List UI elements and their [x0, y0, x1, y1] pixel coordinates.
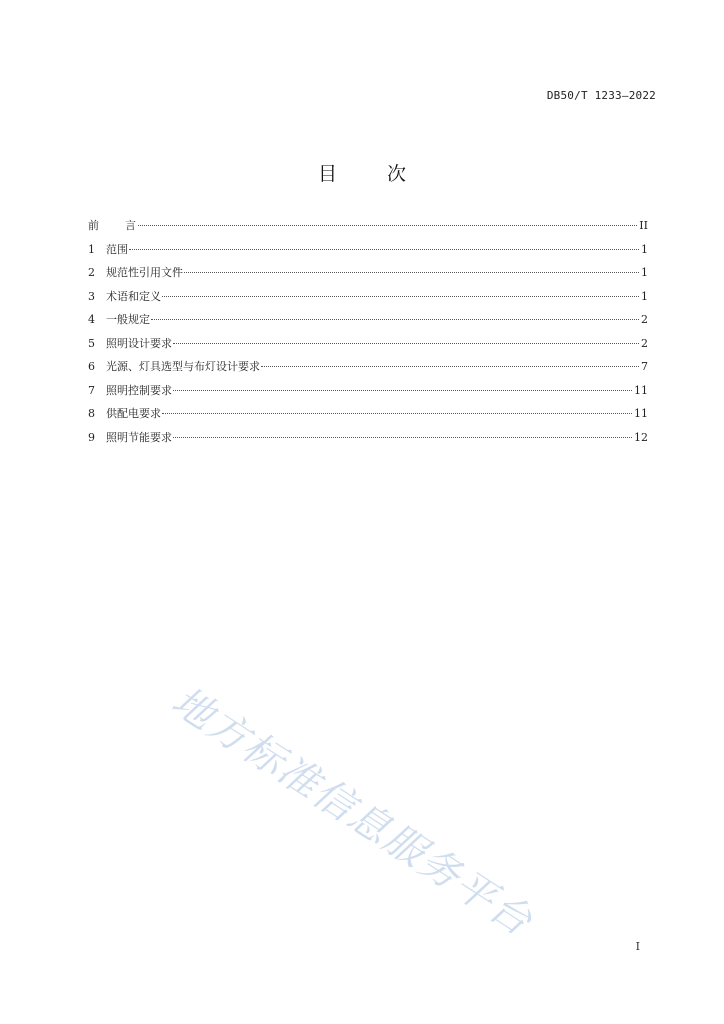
- dot-leader: [151, 319, 639, 320]
- toc-entry-title: 规范性引用文件: [106, 266, 183, 279]
- toc-entry-page: 2: [641, 336, 648, 350]
- toc-entry-title: 光源、灯具选型与布灯设计要求: [106, 360, 260, 373]
- toc-entry-title: 照明节能要求: [106, 430, 172, 444]
- toc-entry-number: 2: [88, 266, 95, 279]
- toc-entry[interactable]: [88, 406, 648, 430]
- toc-entry-page: 11: [634, 383, 648, 397]
- toc-entry-title: 供配电要求: [106, 407, 161, 420]
- toc-entry-page: 11: [634, 407, 648, 420]
- dot-leader: [162, 296, 639, 297]
- toc-entry-number: 9: [88, 430, 95, 444]
- foreword-char-2: 言: [125, 219, 136, 232]
- dot-leader: [184, 272, 639, 273]
- toc-entry-foreword[interactable]: [88, 218, 648, 242]
- toc-entry-title: 照明设计要求: [106, 336, 172, 350]
- toc-entry-number: 7: [88, 383, 95, 397]
- toc-entry-page: 2: [641, 313, 648, 326]
- toc-title: 目 次: [317, 163, 429, 185]
- toc-entry-page: 12: [634, 430, 648, 444]
- dot-leader: [173, 437, 632, 438]
- toc-entry-page: 1: [641, 266, 648, 279]
- toc-entry-title: 范围: [106, 242, 128, 256]
- dot-leader: [261, 366, 639, 367]
- watermark: 地方标准信息服务平台: [163, 678, 541, 946]
- toc-entry-number: 3: [88, 289, 95, 303]
- toc-entry[interactable]: [88, 242, 648, 266]
- dot-leader: [129, 249, 639, 250]
- toc-entry[interactable]: [88, 336, 648, 360]
- page-number: I: [635, 940, 640, 953]
- standard-code: DB50/T 1233—2022: [546, 89, 656, 102]
- toc-entry-number: 4: [88, 313, 95, 326]
- dot-leader: [162, 413, 632, 414]
- table-of-contents: [88, 218, 648, 453]
- toc-entry-title: [88, 218, 137, 234]
- toc-entry[interactable]: [88, 265, 648, 289]
- toc-entry-number: 8: [88, 407, 95, 420]
- toc-entry-number: 1: [88, 242, 95, 256]
- toc-entry[interactable]: [88, 383, 648, 407]
- foreword-char-1: 前: [88, 219, 99, 232]
- toc-entry-number: 5: [88, 336, 95, 350]
- toc-entry[interactable]: [88, 312, 648, 336]
- dot-leader: [173, 343, 639, 344]
- toc-entry-page: 1: [641, 242, 648, 256]
- toc-entry-page: II: [639, 219, 648, 232]
- toc-entry[interactable]: [88, 430, 648, 454]
- dot-leader: [173, 390, 632, 391]
- toc-entry-number: 6: [88, 360, 95, 373]
- toc-entry[interactable]: [88, 359, 648, 383]
- dot-leader: [138, 225, 637, 226]
- toc-entry-title: 照明控制要求: [106, 383, 172, 397]
- toc-entry-page: 7: [641, 360, 648, 373]
- toc-entry-title: 术语和定义: [106, 289, 161, 303]
- toc-entry-page: 1: [641, 289, 648, 303]
- toc-entry[interactable]: [88, 289, 648, 313]
- toc-entry-title: 一般规定: [106, 313, 150, 326]
